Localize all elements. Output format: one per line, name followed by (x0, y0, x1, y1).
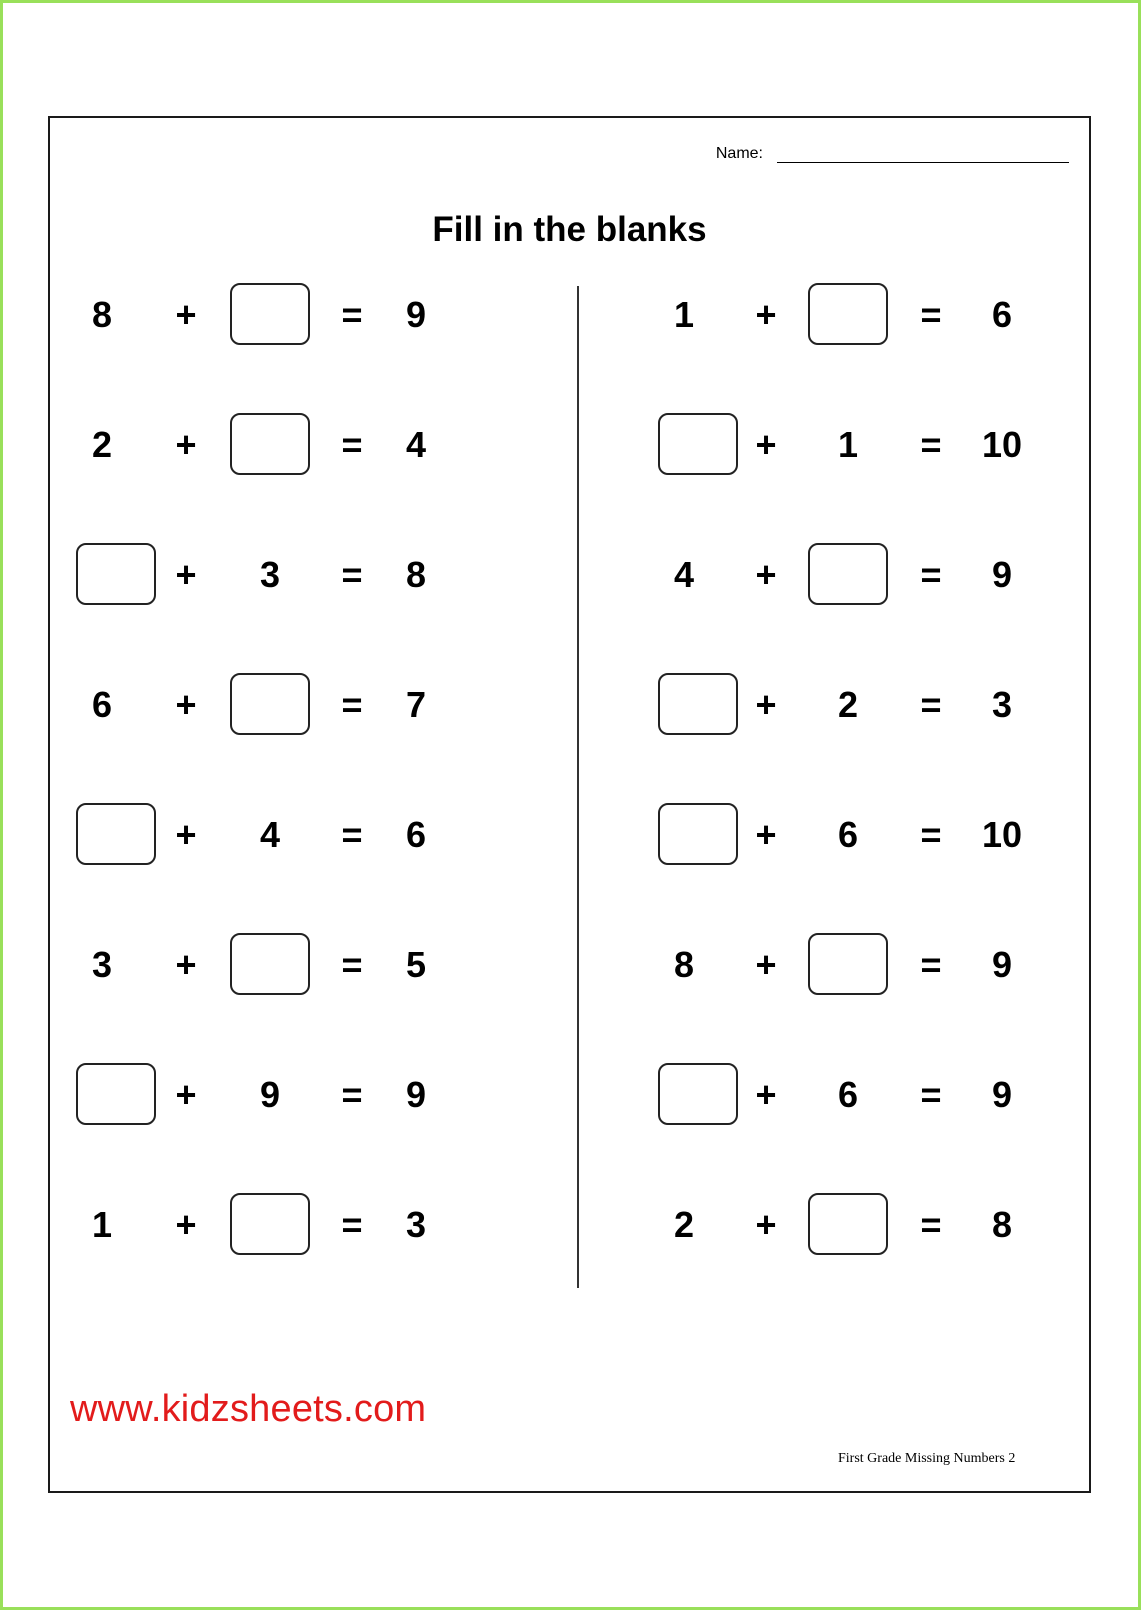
sum-result: 9 (405, 1074, 427, 1115)
equals-sign: = (920, 294, 942, 335)
plus-sign: + (175, 944, 197, 985)
name-field-row (716, 144, 1069, 163)
first-addend: 4 (673, 554, 695, 595)
equation-row (50, 542, 1090, 608)
equation-row (50, 932, 1090, 998)
answer-box[interactable] (658, 1063, 738, 1125)
sum-result: 5 (405, 944, 427, 985)
equation-row (50, 802, 1090, 868)
plus-sign: + (755, 814, 777, 855)
plus-sign: + (755, 684, 777, 725)
sum-result: 6 (991, 294, 1013, 335)
answer-box[interactable] (658, 673, 738, 735)
name-blank-line[interactable] (777, 144, 1069, 163)
sum-result: 8 (405, 554, 427, 595)
page-title: Fill in the blanks (432, 210, 707, 249)
first-addend: 1 (673, 294, 695, 335)
equals-sign: = (341, 1074, 363, 1115)
answer-box[interactable] (658, 413, 738, 475)
second-addend: 6 (837, 1074, 859, 1115)
sum-result: 9 (991, 1074, 1013, 1115)
plus-sign: + (755, 1204, 777, 1245)
second-addend: 2 (837, 684, 859, 725)
equals-sign: = (341, 684, 363, 725)
sum-result: 9 (991, 554, 1013, 595)
equals-sign: = (341, 944, 363, 985)
answer-box[interactable] (808, 933, 888, 995)
second-addend: 4 (259, 814, 281, 855)
sum-result: 9 (991, 944, 1013, 985)
first-addend: 3 (91, 944, 113, 985)
plus-sign: + (755, 294, 777, 335)
equation-row (50, 1192, 1090, 1258)
first-addend: 8 (91, 294, 113, 335)
second-addend: 9 (259, 1074, 281, 1115)
plus-sign: + (175, 1074, 197, 1115)
website-link[interactable]: www.kidzsheets.com (70, 1388, 427, 1430)
equals-sign: = (920, 684, 942, 725)
equation-row (50, 412, 1090, 478)
answer-box[interactable] (658, 803, 738, 865)
plus-sign: + (175, 294, 197, 335)
plus-sign: + (755, 1074, 777, 1115)
equals-sign: = (341, 814, 363, 855)
sum-result: 4 (405, 424, 427, 465)
plus-sign: + (175, 814, 197, 855)
equals-sign: = (920, 554, 942, 595)
sum-result: 10 (981, 814, 1023, 855)
answer-box[interactable] (808, 1193, 888, 1255)
equals-sign: = (920, 944, 942, 985)
sum-result: 6 (405, 814, 427, 855)
plus-sign: + (175, 1204, 197, 1245)
second-addend: 1 (837, 424, 859, 465)
plus-sign: + (755, 944, 777, 985)
first-addend: 8 (673, 944, 695, 985)
first-addend: 2 (673, 1204, 695, 1245)
equation-row (50, 1062, 1090, 1128)
sum-result: 10 (981, 424, 1023, 465)
equals-sign: = (341, 294, 363, 335)
equals-sign: = (341, 554, 363, 595)
equals-sign: = (341, 1204, 363, 1245)
worksheet-caption: First Grade Missing Numbers 2 (838, 1451, 1016, 1466)
sum-result: 8 (991, 1204, 1013, 1245)
equation-row (50, 672, 1090, 738)
equals-sign: = (920, 814, 942, 855)
sum-result: 3 (405, 1204, 427, 1245)
worksheet (48, 116, 1091, 1493)
answer-box[interactable] (808, 283, 888, 345)
first-addend: 1 (91, 1204, 113, 1245)
equation-row (50, 282, 1090, 348)
first-addend: 2 (91, 424, 113, 465)
sum-result: 9 (405, 294, 427, 335)
sum-result: 7 (405, 684, 427, 725)
plus-sign: + (755, 424, 777, 465)
plus-sign: + (175, 554, 197, 595)
plus-sign: + (755, 554, 777, 595)
plus-sign: + (175, 424, 197, 465)
equals-sign: = (920, 424, 942, 465)
first-addend: 6 (91, 684, 113, 725)
second-addend: 3 (259, 554, 281, 595)
equals-sign: = (341, 424, 363, 465)
second-addend: 6 (837, 814, 859, 855)
equals-sign: = (920, 1204, 942, 1245)
equals-sign: = (920, 1074, 942, 1115)
name-label: Name: (715, 145, 763, 162)
answer-box[interactable] (808, 543, 888, 605)
plus-sign: + (175, 684, 197, 725)
sum-result: 3 (991, 684, 1013, 725)
